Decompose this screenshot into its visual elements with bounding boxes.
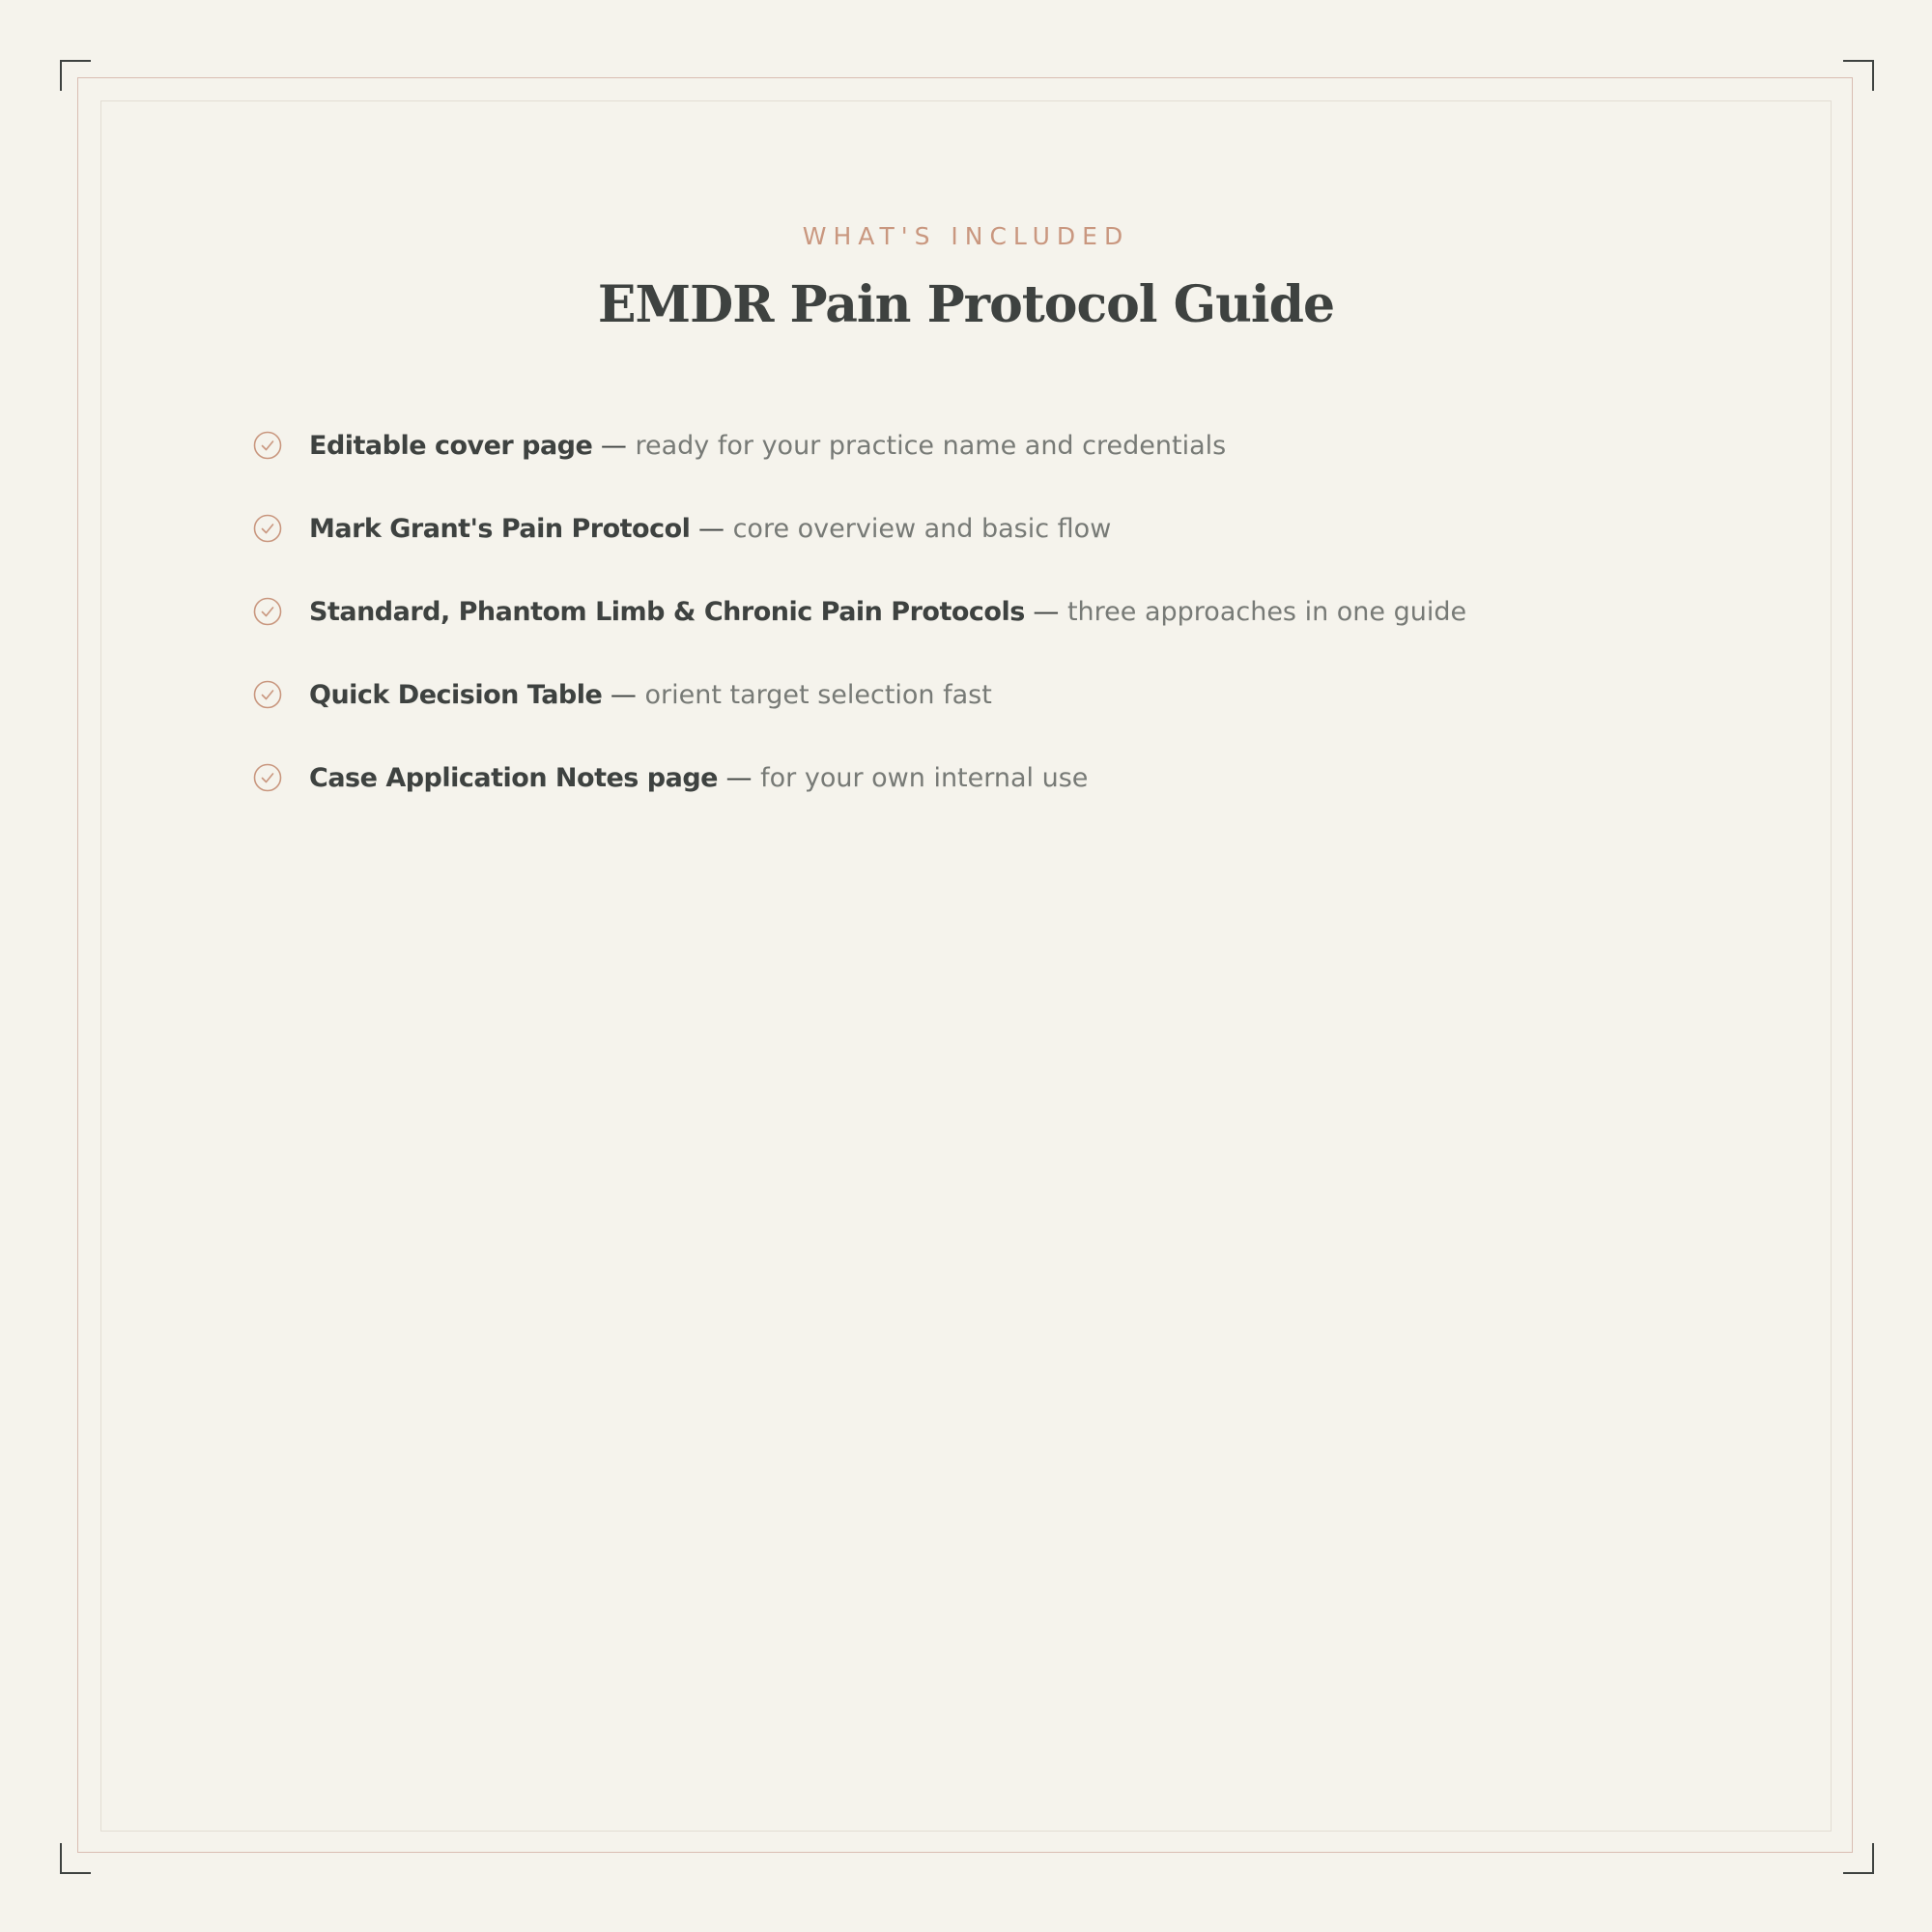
feature-description: three approaches in one guide: [1066, 596, 1467, 627]
feature-title: Mark Grant's Pain Protocol: [309, 513, 691, 544]
feature-separator: —: [717, 762, 761, 793]
feature-separator: —: [690, 513, 733, 544]
feature-item: [253, 421, 1702, 469]
check-circle-icon: [253, 680, 282, 709]
feature-description: ready for your practice name and credentials: [635, 430, 1227, 461]
check-circle-icon: [253, 514, 282, 543]
feature-title: Standard, Phantom Limb & Chronic Pain Protocols: [309, 596, 1025, 627]
check-circle-icon: [253, 763, 282, 792]
feature-item: [253, 587, 1702, 636]
feature-text: [309, 763, 1088, 793]
feature-separator: —: [1024, 596, 1067, 627]
feature-title: Quick Decision Table: [309, 679, 603, 710]
feature-item: [253, 670, 1702, 719]
feature-text: [309, 431, 1226, 461]
feature-list: [253, 421, 1702, 837]
feature-title: Editable cover page: [309, 430, 593, 461]
feature-item: [253, 753, 1702, 802]
feature-title: Case Application Notes page: [309, 762, 718, 793]
feature-separator: —: [602, 679, 645, 710]
feature-description: orient target selection fast: [644, 679, 992, 710]
feature-text: [309, 680, 992, 710]
feature-text: [309, 514, 1111, 544]
inner-frame-border: [100, 100, 1832, 1832]
feature-description: core overview and basic flow: [732, 513, 1112, 544]
feature-text: [309, 597, 1466, 627]
feature-description: for your own internal use: [760, 762, 1089, 793]
section-eyebrow: WHAT'S INCLUDED: [802, 222, 1130, 250]
check-circle-icon: [253, 597, 282, 626]
feature-separator: —: [592, 430, 636, 461]
page-title: EMDR Pain Protocol Guide: [597, 275, 1335, 334]
check-circle-icon: [253, 431, 282, 460]
feature-item: [253, 504, 1702, 553]
